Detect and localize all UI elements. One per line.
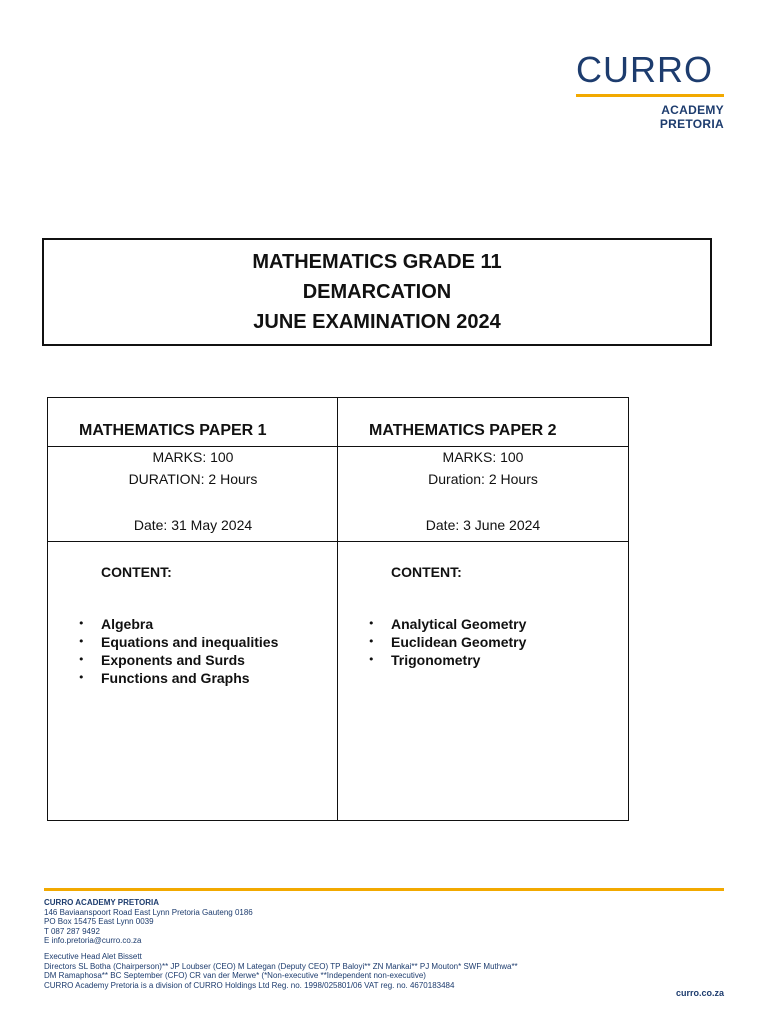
paper-2-topic-list xyxy=(366,615,526,669)
bullet-icon: • xyxy=(368,617,375,630)
footer-website: curro.co.za xyxy=(675,988,724,998)
footer-phone: T 087 287 9492 xyxy=(44,926,100,936)
title-demarcation: DEMARCATION xyxy=(302,281,452,303)
document-title-box xyxy=(42,238,712,346)
paper-1-content-label: CONTENT: xyxy=(101,564,172,580)
footer-address: 146 Baviaanspoort Road East Lynn Pretoria Gauteng 0186 xyxy=(44,907,253,917)
footer-email: E info.pretoria@curro.co.za xyxy=(44,936,142,946)
bullet-icon: • xyxy=(78,653,85,666)
title-subject: MATHEMATICS GRADE 11 xyxy=(252,251,502,273)
footer-school-name: CURRO ACADEMY PRETORIA xyxy=(44,898,159,907)
topic-label: Trigonometry xyxy=(391,652,481,668)
footer-divider xyxy=(44,888,724,891)
bullet-icon: • xyxy=(368,635,375,648)
list-item xyxy=(366,633,526,651)
topic-label: Functions and Graphs xyxy=(101,670,250,686)
list-item xyxy=(76,669,278,687)
bullet-icon: • xyxy=(78,635,85,648)
paper-1-duration: DURATION: 2 Hours xyxy=(128,471,258,487)
list-item xyxy=(76,633,278,651)
curro-logo xyxy=(576,50,726,131)
logo-sub-pretoria: PRETORIA xyxy=(659,117,724,131)
footer-po-box: PO Box 15475 East Lynn 0039 xyxy=(44,917,154,927)
paper-1-heading-cell xyxy=(48,398,338,446)
paper-2-heading-cell xyxy=(338,398,628,446)
logo-brand: CURRO xyxy=(576,49,713,90)
footer-company-info: CURRO Academy Pretoria is a division of CURRO Holdings Ltd Reg. no. 1998/025801/06 VAT reg. no. 4670183484 xyxy=(44,980,455,990)
paper-2-date: Date: 3 June 2024 xyxy=(425,517,541,533)
paper-1-marks: MARKS: 100 xyxy=(152,449,234,465)
footer-directors: Directors SL Botha (Chairperson)** JP Loubser (CEO) M Lategan (Deputy CEO) TP Baloyi** ZN Mankai** PJ Mouton* SWF Muthwa** xyxy=(44,961,518,971)
logo-underline xyxy=(576,94,724,97)
topic-label: Exponents and Surds xyxy=(101,652,245,668)
paper-1-column xyxy=(48,398,338,820)
paper-1-heading: MATHEMATICS PAPER 1 xyxy=(79,422,267,439)
paper-2-duration: Duration: 2 Hours xyxy=(428,471,538,487)
paper-2-content-label: CONTENT: xyxy=(391,564,462,580)
bullet-icon: • xyxy=(368,653,375,666)
logo-sub-academy: ACADEMY xyxy=(661,103,724,117)
list-item xyxy=(366,651,526,669)
list-item xyxy=(76,651,278,669)
bullet-icon: • xyxy=(78,617,85,630)
footer-directors-cont: DM Ramaphosa** BC September (CFO) CR van der Merwe* (*Non-executive **Independent non-executive) xyxy=(44,971,426,981)
paper-1-date: Date: 31 May 2024 xyxy=(133,517,253,533)
topic-label: Analytical Geometry xyxy=(391,616,527,632)
bullet-icon: • xyxy=(78,671,85,684)
topic-label: Equations and inequalities xyxy=(101,634,279,650)
list-item xyxy=(76,615,278,633)
papers-table xyxy=(47,397,629,821)
footer-executive-head: Executive Head Alet Bissett xyxy=(44,951,142,961)
title-exam: JUNE EXAMINATION 2024 xyxy=(253,311,501,333)
footer xyxy=(44,898,724,990)
list-item xyxy=(366,615,526,633)
paper-2-marks: MARKS: 100 xyxy=(442,449,524,465)
paper-1-topic-list xyxy=(76,615,278,687)
paper-2-column xyxy=(338,398,628,820)
topic-label: Euclidean Geometry xyxy=(391,634,527,650)
topic-label: Algebra xyxy=(101,616,154,632)
paper-2-heading: MATHEMATICS PAPER 2 xyxy=(369,422,557,439)
